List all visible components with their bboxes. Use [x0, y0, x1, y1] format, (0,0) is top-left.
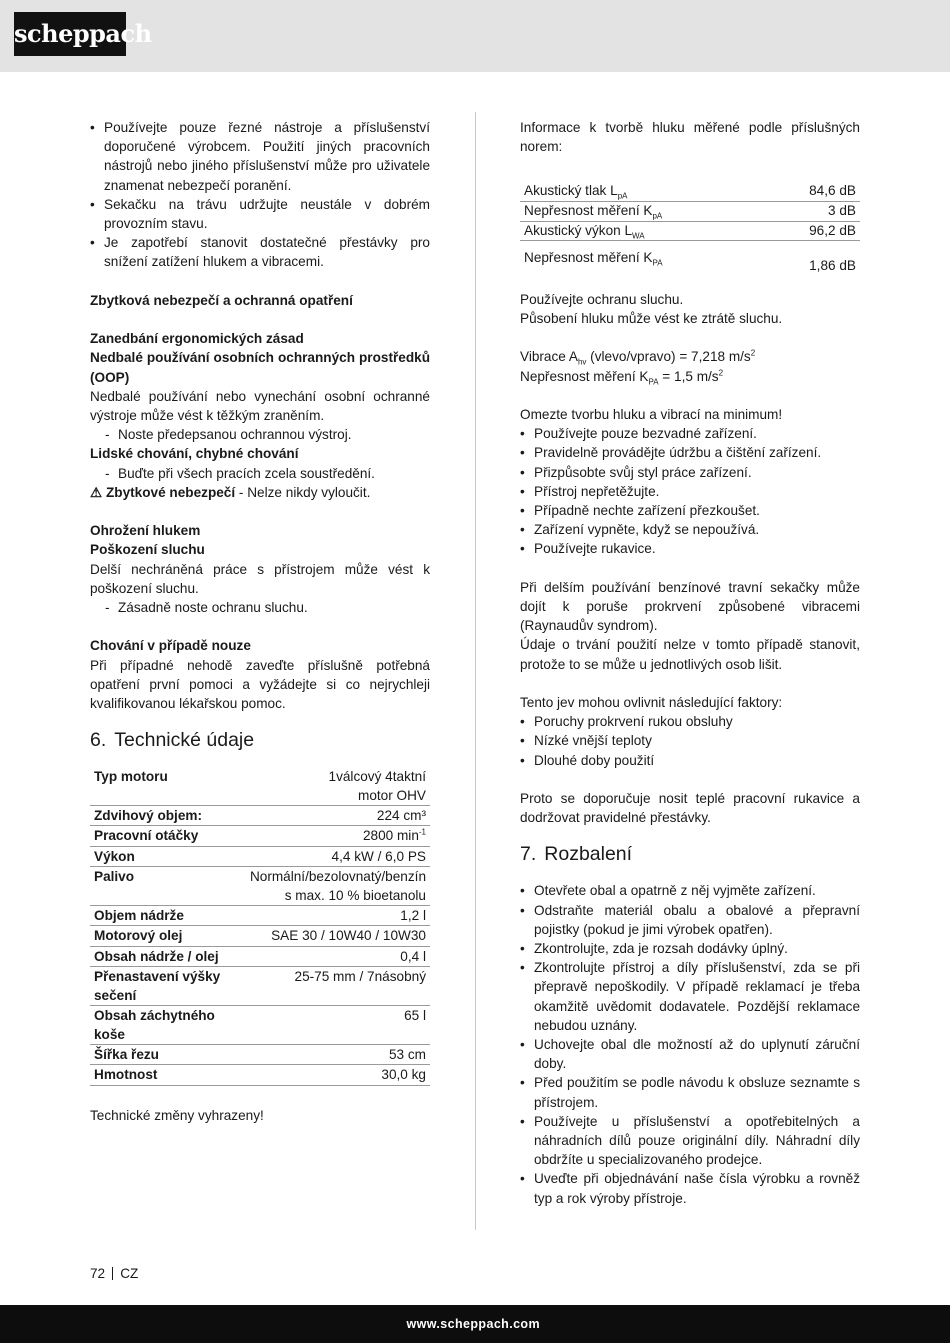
section-6-title: Technické údaje: [114, 729, 255, 752]
list-item: • Sekačku na trávu udržujte neustále v dobrém provozním stavu.: [90, 195, 430, 233]
ergonomics-heading: Zanedbání ergonomických zásad: [90, 331, 304, 347]
limit-bullet-list: [520, 424, 860, 558]
noise-value: 84,6 dB: [767, 182, 860, 201]
spec-key: Zdvihový objem:: [90, 806, 240, 826]
list-item: • Je zapotřebí stanovit dostatečné přestávky pro snížení zatížení hlukem a vibracemi.: [90, 233, 430, 271]
table-row: [90, 1065, 430, 1085]
noise-label: Nepřesnost měření K: [524, 203, 653, 218]
spec-value: 25-75 mm / 7násobný: [240, 967, 430, 1006]
technical-data-table: [90, 767, 430, 1086]
list-item: • Zkontrolujte přístroj a díly příslušenství, zda se při přepravě nepoškodily. V případě reklamací je třeba okamžitě uvědomit dodavatele. Pozdější reklamace nebudou uznány.: [520, 958, 860, 1035]
limit-noise-heading: Omezte tvorbu hluku a vibrací na minimum!: [520, 406, 783, 422]
noise-label: Nepřesnost měření K: [524, 250, 653, 266]
hearing-loss-text: Působení hluku může vést ke ztrátě sluchu.: [520, 310, 783, 326]
gloves-text: Proto se doporučuje nosit teplé pracovní rukavice a dodržovat pravidelné přestávky.: [520, 790, 860, 826]
list-item: • Používejte pouze řezné nástroje a příslušenství doporučené výrobcem. Použití jiných pracovních nástrojů nebo jiného příslušenství může pro uživatele znamenat nebezpečí poranění.: [90, 118, 430, 195]
section-7-title: Rozbalení: [544, 843, 633, 866]
page-separator: [112, 1267, 114, 1280]
spec-value: 65 l: [240, 1006, 430, 1045]
spec-key: Obsah nádrže / olej: [90, 946, 240, 966]
hearing-damage-text: Delší nechráněná práce s přístrojem může vést k poškození sluchu.: [90, 561, 430, 596]
spec-value: 1válcový 4taktní motor OHV: [240, 767, 430, 805]
table-row: [520, 221, 860, 241]
vibration-unit-sup: 2: [750, 348, 756, 358]
list-item: - Zásadně noste ochranu sluchu.: [90, 598, 430, 617]
residual-warning-text: - Nelze nikdy vyloučit.: [235, 484, 371, 500]
spec-key: Pracovní otáčky: [90, 826, 240, 846]
factors-heading: Tento jev mohou ovlivnit následující faktory:: [520, 694, 783, 710]
unpack-bullet-list: [520, 881, 860, 1207]
noise-label-sub: PA: [652, 258, 663, 268]
list-item: • Odstraňte materiál obalu a obalové a přepravní pojistky (pokud je jimi výrobek opatřen).: [520, 901, 860, 939]
table-row: [90, 826, 430, 846]
vibration-uncertainty-sup: 2: [718, 368, 724, 378]
spec-value: 30,0 kg: [240, 1065, 430, 1085]
spec-key: Přenastavení výšky sečení: [90, 967, 240, 1006]
noise-data-table: [520, 182, 860, 275]
column-divider: [475, 112, 476, 1230]
noise-hazard-heading: Ohrožení hlukem: [90, 523, 201, 539]
footer-bar: [0, 1305, 950, 1343]
list-item: • Případně nechte zařízení přezkoušet.: [520, 501, 860, 520]
hearing-dash-list: [90, 598, 430, 617]
ppe-text: Nedbalé používání nebo vynechání osobní ochranné výstroje může vést k těžkým zraněním.: [90, 388, 430, 424]
list-item: • Uveďte při objednávání naše čísla výrobku a rovněž typ a rok výroby přístroje.: [520, 1169, 860, 1207]
scheppach-logo: scheppach: [14, 12, 126, 56]
list-item: • Poruchy prokrvení rukou obsluhy: [520, 712, 860, 731]
spec-key: Výkon: [90, 846, 240, 866]
noise-value: 1,86 dB: [809, 258, 856, 274]
vibration-label: Vibrace A: [520, 349, 578, 365]
list-item: • Používejte u příslušenství a opotřebitelných a náhradních dílů pouze originální díly. Náhradní díly obdržíte u specializovaného prodejce.: [520, 1112, 860, 1170]
website-link[interactable]: www.scheppach.com: [406, 1317, 540, 1331]
list-item: • Přístroj nepřetěžujte.: [520, 482, 860, 501]
factors-bullet-list: [520, 712, 860, 770]
spec-value: SAE 30 / 10W40 / 10W30: [240, 926, 430, 946]
spec-value-sup: -1: [418, 827, 426, 837]
left-column: [90, 118, 430, 1125]
table-row: [90, 846, 430, 866]
page-number-value: 72: [90, 1266, 106, 1281]
table-row: [520, 202, 860, 222]
language-code: CZ: [120, 1266, 139, 1281]
section-6-heading: [90, 727, 430, 753]
table-row: [90, 767, 430, 805]
technical-changes-note: Technické změny vyhrazeny!: [90, 1107, 264, 1123]
right-column: [520, 118, 860, 1208]
spec-value: Normální/bezolovnatý/benzín s max. 10 % bioetanolu: [240, 867, 430, 906]
table-row: [90, 946, 430, 966]
vibration-value: (vlevo/vpravo) = 7,218 m/s: [586, 349, 751, 365]
spec-value: 4,4 kW / 6,0 PS: [240, 846, 430, 866]
spec-key: Šířka řezu: [90, 1044, 240, 1064]
spec-value: 2800 min: [362, 828, 419, 844]
table-row: [90, 926, 430, 946]
list-item: • Pravidelně provádějte údržbu a čištění zařízení.: [520, 443, 860, 462]
noise-label-sub: WA: [632, 231, 645, 241]
table-row: [90, 906, 430, 926]
intro-bullet-list: [90, 118, 430, 272]
table-row: [90, 1006, 430, 1045]
vibration-label-sub: hv: [577, 358, 587, 368]
residual-risks-heading: Zbytková nebezpečí a ochranná opatření: [90, 292, 353, 308]
vibration-uncertainty-line: [520, 367, 860, 386]
table-row: [520, 182, 860, 201]
list-item: • Zařízení vypněte, když se nepoužívá.: [520, 520, 860, 539]
noise-label-sub: pA: [652, 211, 663, 221]
residual-warning-label: Zbytkové nebezpečí: [105, 484, 236, 500]
vibration-uncertainty-value: = 1,5 m/s: [658, 368, 719, 384]
human-behaviour-heading: Lidské chování, chybné chování: [90, 446, 299, 462]
list-item: - Noste předepsanou ochrannou výstroj.: [90, 425, 430, 444]
noise-intro-text: Informace k tvorbě hluku měřené podle příslušných norem:: [520, 120, 860, 155]
spec-value: 224 cm³: [240, 806, 430, 826]
list-item: • Uchovejte obal dle možností až do uplynutí záruční doby.: [520, 1035, 860, 1073]
table-row: [90, 806, 430, 826]
warning-triangle-icon: ⚠: [90, 484, 103, 500]
list-item: • Dlouhé doby použití: [520, 751, 860, 770]
duration-text: Údaje o trvání použití nelze v tomto případě stanovit, protože to se může u jednotlivých osob lišit.: [520, 637, 860, 672]
list-item: • Zkontrolujte, zda je rozsah dodávky úplný.: [520, 939, 860, 958]
noise-label-cell: [520, 202, 767, 222]
table-row: [90, 867, 430, 906]
emergency-text: Při případné nehodě zaveďte příslušně potřebná opatření první pomoci a vyžádejte si co nejrychleji kvalifikovanou lékařskou pomoc.: [90, 657, 430, 712]
table-row: [90, 1044, 430, 1064]
noise-value: 96,2 dB: [767, 221, 860, 241]
page-number: [90, 1264, 138, 1283]
vibration-line: [520, 347, 860, 366]
spec-key: Obsah záchytného koše: [90, 1006, 240, 1045]
ppe-dash-list: [90, 425, 430, 444]
section-7-heading: [520, 841, 860, 867]
spec-value: 1,2 l: [240, 906, 430, 926]
residual-warning-line: [90, 483, 430, 502]
raynaud-text: Při delším používání benzínové travní sekačky může dojít k poruše prokrvení způsobené vibracemi (Raynaudův syndrom).: [520, 579, 860, 634]
noise-label-cell: [520, 221, 767, 241]
noise-label-cell: [520, 182, 767, 201]
spec-key: Palivo: [90, 867, 240, 906]
spec-key: Typ motoru: [90, 767, 240, 805]
section-6-number: 6.: [90, 729, 107, 752]
list-item: • Používejte rukavice.: [520, 539, 860, 558]
spec-key: Objem nádrže: [90, 906, 240, 926]
spec-key: Motorový olej: [90, 926, 240, 946]
list-item: • Přizpůsobte svůj styl práce zařízení.: [520, 463, 860, 482]
hearing-protection-text: Používejte ochranu sluchu.: [520, 291, 684, 307]
vibration-uncertainty-sub: PA: [648, 377, 659, 387]
spec-value: 53 cm: [240, 1044, 430, 1064]
human-dash-list: [90, 464, 430, 483]
emergency-heading: Chování v případě nouze: [90, 638, 251, 654]
list-item: • Před použitím se podle návodu k obsluze seznamte s přístrojem.: [520, 1073, 860, 1111]
noise-label-sub: pA: [617, 192, 628, 202]
vibration-uncertainty-label: Nepřesnost měření K: [520, 368, 649, 384]
table-row: [520, 241, 860, 276]
spec-value: 0,4 l: [240, 946, 430, 966]
spec-value-cell: [240, 826, 430, 846]
list-item: • Otevřete obal a opatrně z něj vyjměte zařízení.: [520, 881, 860, 900]
list-item: - Buďte při všech pracích zcela soustředění.: [90, 464, 430, 483]
header-bar: [0, 0, 950, 72]
table-row: [90, 967, 430, 1006]
noise-value: 3 dB: [767, 202, 860, 222]
noise-label-cell: [520, 241, 767, 276]
section-7-number: 7.: [520, 843, 537, 866]
spec-key: Hmotnost: [90, 1065, 240, 1085]
ppe-heading: Nedbalé používání osobních ochranných prostředků (OOP): [90, 350, 430, 385]
list-item: • Nízké vnější teploty: [520, 731, 860, 750]
hearing-damage-heading: Poškození sluchu: [90, 542, 205, 558]
list-item: • Používejte pouze bezvadné zařízení.: [520, 424, 860, 443]
noise-label: Akustický výkon L: [524, 222, 633, 238]
noise-label: Akustický tlak L: [524, 183, 618, 199]
